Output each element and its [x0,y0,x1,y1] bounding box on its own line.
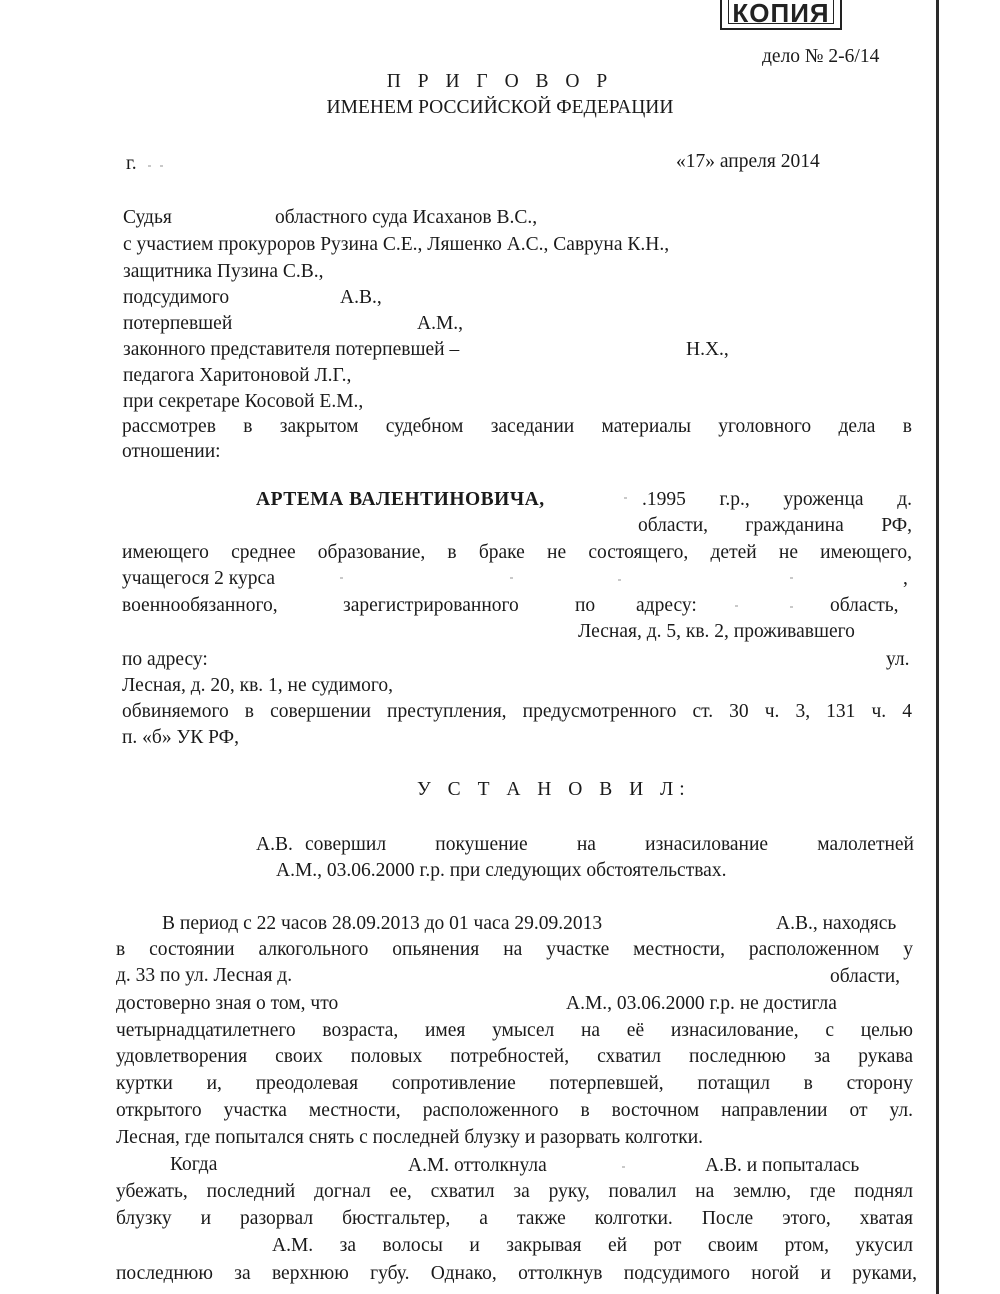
body-p1-line-1a: В период с 22 часов 28.09.2013 до 01 часа 29.09.2013 [162,913,603,934]
redaction-speck [790,577,793,579]
document-date: «17» апреля 2014 [676,151,820,172]
defendant-residence-address: Лесная, д. 20, кв. 1, не судимого, [122,675,394,696]
body-p2-line-2: убежать, последний догнал ее, схватил за руку, повалил на землю, где поднял [116,1181,913,1202]
body-p1-line-3b: области, [830,966,901,987]
body-p1-line-8: открытого участка местности, расположенного в восточном направлении от ул. [116,1100,913,1121]
body-p2-line-4: А.М. за волосы и закрывая ей рот своим ртом, укусил [272,1235,913,1256]
body-p1-line-4a: достоверно зная о том, что [116,993,339,1014]
prosecutors: с участием прокуроров Рузина С.Е., Ляшенко А.С., Савруна К.Н., [123,234,670,255]
defendant-residence-street: ул. [886,649,910,670]
body-p1-line-6: удовлетворения своих половых потребностей, схватил последнюю за рукава [116,1046,913,1067]
defendant-by: по [575,595,596,616]
considered-line-2: отношении: [122,441,221,462]
copy-stamp-text: КОПИЯ [732,0,830,28]
victim-label: потерпевшей [123,313,233,334]
defendant-birth: .1995 г.р., уроженца д. [642,489,912,510]
copy-stamp [720,0,842,30]
redaction-speck [735,605,738,607]
redaction-speck [622,1166,625,1168]
body-p1-line-4b: А.М., 03.06.2000 г.р. не достигла [566,993,837,1014]
body-p2-line-5: последнюю за верхнюю губу. Однако, оттолкнув подсудимого ногой и руками, [116,1263,917,1284]
city: г. [126,153,137,174]
defendant-education: имеющего среднее образование, в браке не состоящего, детей не имеющего, [122,542,912,563]
defendant-charge: обвиняемого в совершении преступления, предусмотренного ст. 30 ч. 3, 131 ч. 4 [122,701,912,722]
body-p2-line-1b: А.М. оттолкнула [408,1155,547,1176]
defendant-name: АРТЕМА ВАЛЕНТИНОВИЧА, [256,489,545,510]
representative-initials: Н.Х., [686,339,729,360]
teacher: педагога Харитоновой Л.Г., [123,365,352,386]
body-p1-line-9: Лесная, где попытался снять с последней блузку и разорвать колготки. [116,1127,704,1148]
defendant-residence-label: по адресу: [122,649,208,670]
defendant-initials: А.В., [340,287,382,308]
body-p1-line-1b: А.В., находясь [776,913,897,934]
redaction-speck [148,165,151,167]
judge-label: Судья [123,207,172,228]
defendant-registered: зарегистрированного [343,595,519,616]
body-p2-line-1c: А.В. и попыталась [705,1155,860,1176]
defendant-address-label: адресу: [636,595,697,616]
defendant-military: военнообязанного, [122,595,278,616]
representative-label: законного представителя потерпевшей – [123,339,460,360]
defendant-label: подсудимого [123,287,230,308]
summary-initials: А.В. [256,834,293,855]
body-p1-line-2: в состоянии алкогольного опьянения на участке местности, расположенном у [116,939,913,960]
body-p1-line-3a: д. 33 по ул. Лесная д. [116,965,293,986]
defender: защитника Пузина С.В., [123,261,324,282]
defendant-study: учащегося 2 курса [122,568,276,589]
body-p2-line-3: блузку и разорвал бюстгальтер, а также колготки. После этого, хватая [116,1208,913,1229]
scan-edge [936,0,939,1294]
redaction-speck [160,165,163,167]
established-heading: У С Т А Н О В И Л: [417,779,691,800]
body-p1-line-7: куртки и, преодолевая сопротивление потерпевшей, потащил в сторону [116,1073,913,1094]
redaction-speck [618,579,621,581]
secretary: при секретаре Косовой Е.М., [123,391,364,412]
body-p1-line-5: четырнадцатилетнего возраста, имея умысел на её изнасилование, с целью [116,1020,913,1041]
case-number: дело № 2-6/14 [762,46,880,67]
defendant-region: области, гражданина РФ, [638,515,912,536]
victim-initials: А.М., [417,313,464,334]
defendant-study-end: , [903,568,908,589]
summary-line-1: совершил покушение на изнасилование малолетней [305,834,914,855]
document-subtitle: ИМЕНЕМ РОССИЙСКОЙ ФЕДЕРАЦИИ [326,97,674,118]
considered-line-1: рассмотрев в закрытом судебном заседании материалы уголовного дела в [122,416,912,437]
body-p2-line-1a: Когда [170,1154,218,1175]
redaction-speck [340,577,343,579]
defendant-charge-end: п. «б» УК РФ, [122,727,239,748]
copy-stamp-frame [728,0,834,24]
redaction-speck [790,606,793,608]
redaction-speck [510,577,513,579]
defendant-registered-address: Лесная, д. 5, кв. 2, проживавшего [578,621,855,642]
document-title: П Р И Г О В О Р [386,71,614,92]
judge-rest: областного суда Исаханов В.С., [275,207,538,228]
redaction-speck [624,497,627,499]
summary-line-2: А.М., 03.06.2000 г.р. при следующих обстоятельствах. [276,860,727,881]
defendant-oblast: область, [830,595,899,616]
